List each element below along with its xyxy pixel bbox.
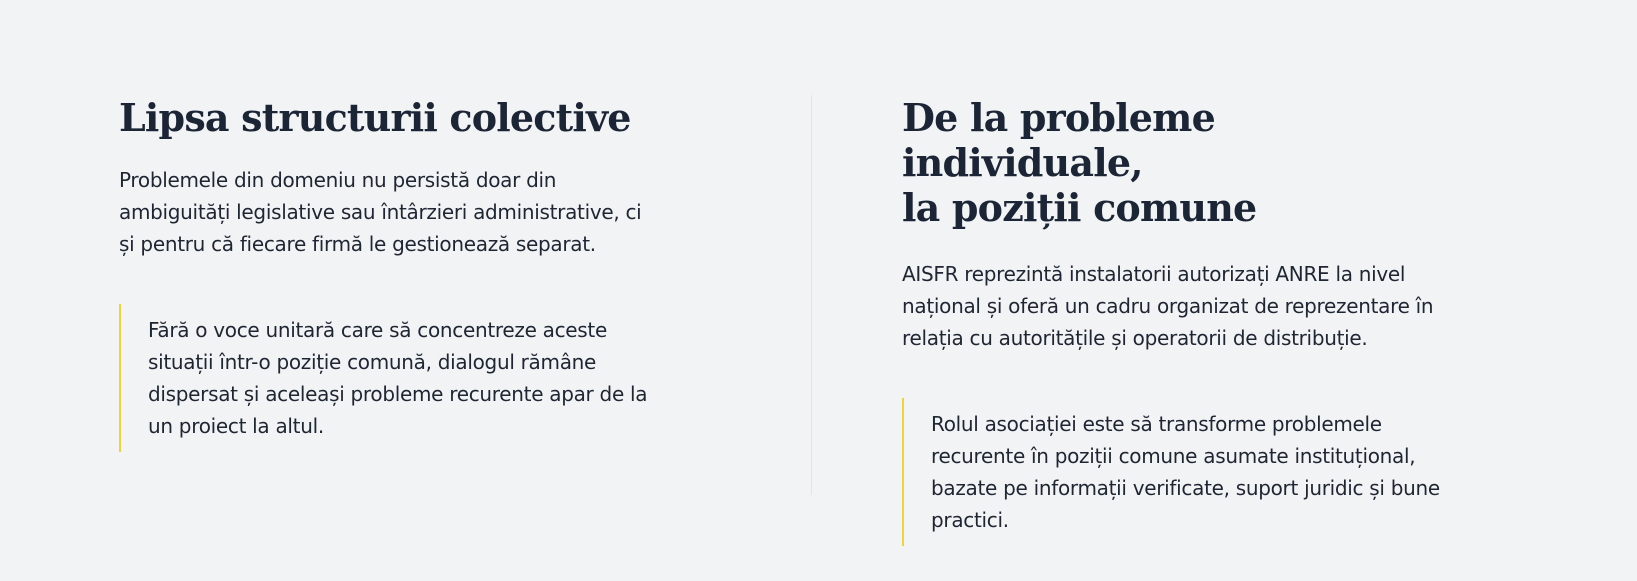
solution-heading-line1: De la probleme individuale,	[902, 95, 1215, 185]
solution-heading-line2: la poziții comune	[902, 185, 1257, 230]
solution-quote	[902, 398, 1462, 546]
problem-lead-text: Problemele din domeniu nu persistă doar din ambiguități legislative sau întârzieri administrative, ci și pentru că fiecare firmă le gestionează separat.	[119, 168, 642, 256]
solution-quote-text: Rolul asociației este să transforme problemele recurente în poziții comune asumate instituțional, bazate pe informații verificate, suport juridic și bune practici.	[931, 412, 1440, 532]
problem-quote	[119, 304, 659, 452]
solution-lead-text: AISFR reprezintă instalatorii autorizați ANRE la nivel național și oferă un cadru organizat de reprezentare în relația cu autoritățile și operatorii de distribuție.	[902, 262, 1434, 350]
solution-column	[902, 95, 1462, 546]
solution-heading	[902, 95, 1462, 230]
problem-column	[119, 95, 659, 452]
problem-quote-text: Fără o voce unitară care să concentreze aceste situații într-o poziție comună, dialogul rămâne dispersat și aceleași probleme recurente apar de la un proiect la altul.	[148, 318, 648, 438]
column-divider	[811, 95, 812, 495]
problem-heading: Lipsa structurii colective	[119, 95, 631, 140]
